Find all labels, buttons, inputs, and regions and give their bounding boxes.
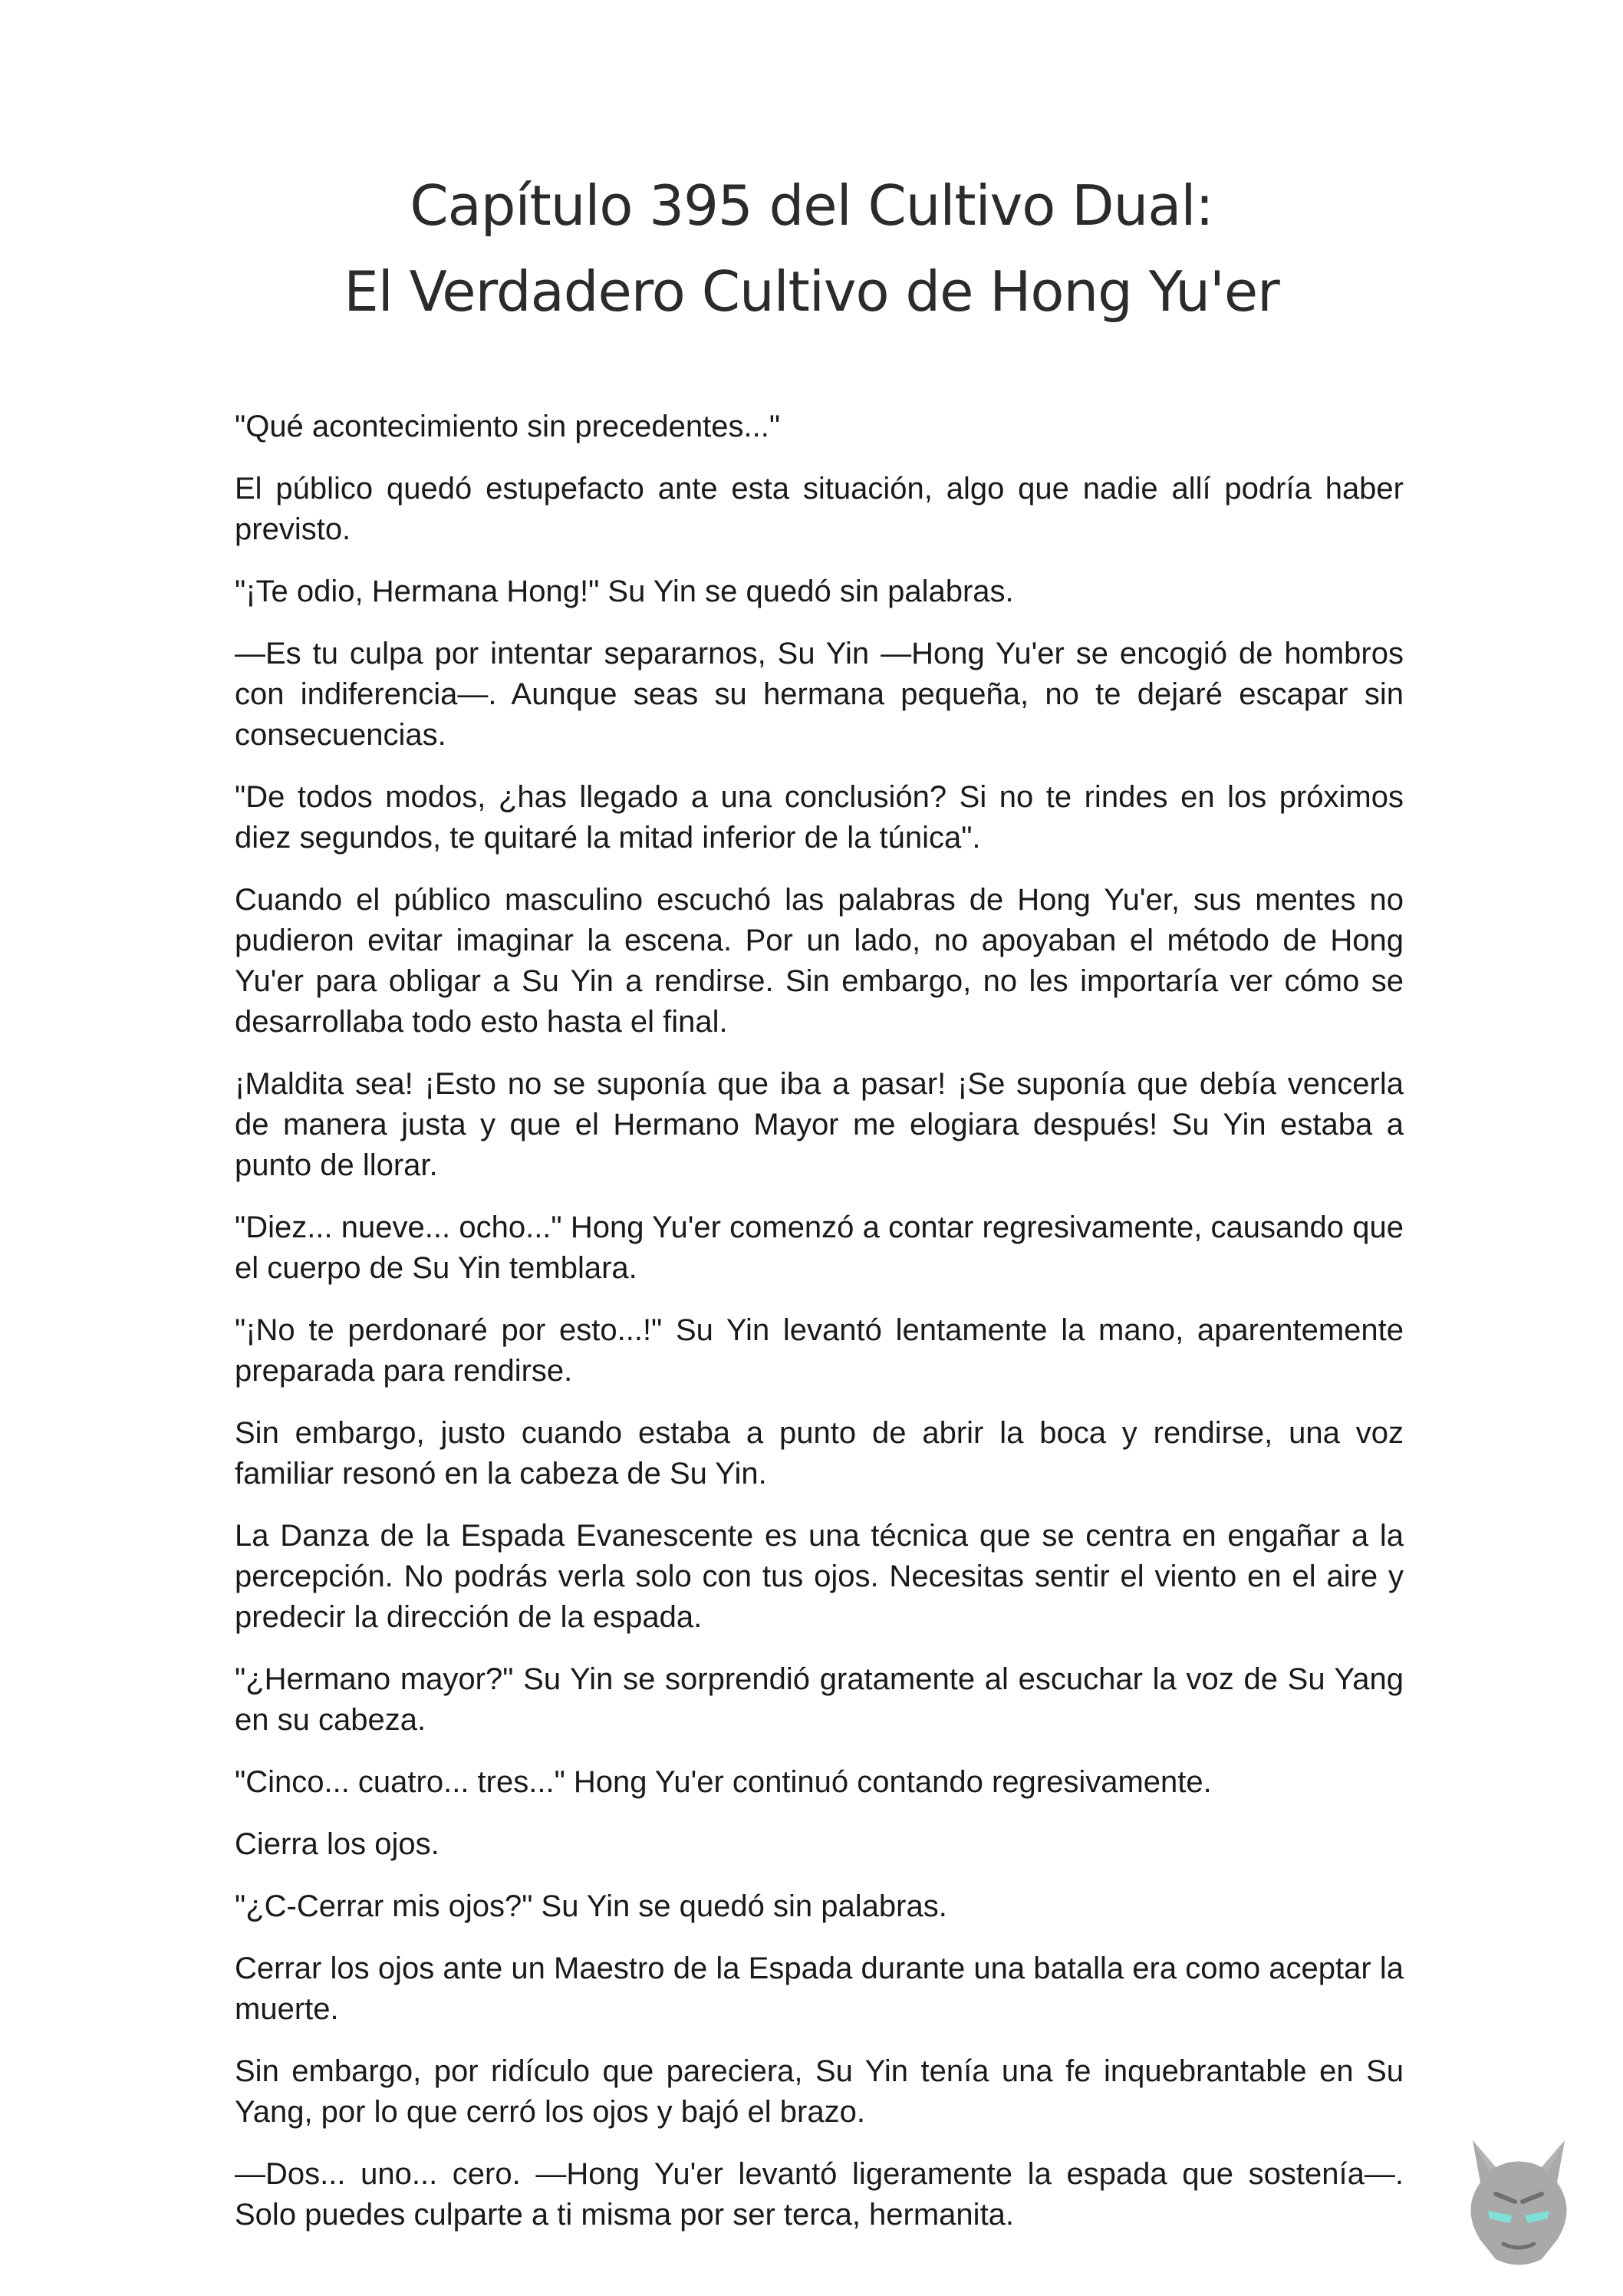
paragraph: "Cinco... cuatro... tres..." Hong Yu'er continuó contando regresivamente. [235,1765,1212,1799]
paragraph: La Danza de la Espada Evanescente es una técnica que se centra en engañar a la percepción. No podrás verla solo con tus ojos. Necesitas sentir el viento en el aire y predecir la dirección de la espada. [235,1519,1404,1634]
paragraph: Sin embargo, justo cuando estaba a punto de abrir la boca y rendirse, una voz familiar resonó en la cabeza de Su Yin. [235,1416,1404,1491]
paragraph: —Es tu culpa por intentar separarnos, Su Yin —Hong Yu'er se encogió de hombros con indiferencia—. Aunque seas su hermana pequeña, no te dejaré escapar sin consecuencias. [235,637,1404,752]
paragraph: —Dos... uno... cero. —Hong Yu'er levantó ligeramente la espada que sostenía—. Solo puedes culparte a ti misma por ser terca, hermanita. [235,2157,1404,2232]
paragraph: Cerrar los ojos ante un Maestro de la Espada durante una batalla era como aceptar la muerte. [235,1952,1404,2026]
paragraph: Sin embargo, por ridículo que pareciera, Su Yin tenía una fe inquebrantable en Su Yang, por lo que cerró los ojos y bajó el brazo. [235,2054,1404,2129]
chapter-title [0,163,1623,334]
paragraph: Cuando el público masculino escuchó las palabras de Hong Yu'er, sus mentes no pudieron evitar imaginar la escena. Por un lado, no apoyaban el método de Hong Yu'er para obligar a Su Yin a rendirse. Sin embargo, no les importaría ver cómo se desarrollaba todo esto hasta el final. [235,883,1404,1039]
chapter-title-line-1: Capítulo 395 del Cultivo Dual: [410,173,1213,238]
paragraph: "¿C-Cerrar mis ojos?" Su Yin se quedó sin palabras. [235,1889,947,1923]
paragraph: ¡Maldita sea! ¡Esto no se suponía que iba a pasar! ¡Se suponía que debía vencerla de manera justa y que el Hermano Mayor me elogiara después! Su Yin estaba a punto de llorar. [235,1067,1404,1182]
demon-head-icon [1442,2125,1595,2278]
paragraph: "Qué acontecimiento sin precedentes..." [235,410,781,443]
chapter-title-line-2: El Verdadero Cultivo de Hong Yu'er [344,259,1279,324]
paragraph: El público quedó estupefacto ante esta situación, algo que nadie allí podría haber previsto. [235,472,1404,546]
chapter-body [235,407,1404,2257]
paragraph: "¿Hermano mayor?" Su Yin se sorprendió gratamente al escuchar la voz de Su Yang en su cabeza. [235,1662,1404,1737]
paragraph: "Diez... nueve... ocho..." Hong Yu'er comenzó a contar regresivamente, causando que el cuerpo de Su Yin temblara. [235,1211,1404,1285]
paragraph: "¡Te odio, Hermana Hong!" Su Yin se quedó sin palabras. [235,575,1014,608]
paragraph: "De todos modos, ¿has llegado a una conclusión? Si no te rindes en los próximos diez segundos, te quitaré la mitad inferior de la túnica". [235,780,1404,855]
paragraph: "¡No te perdonaré por esto...!" Su Yin levantó lentamente la mano, aparentemente preparada para rendirse. [235,1313,1404,1388]
paragraph: Cierra los ojos. [235,1827,439,1861]
